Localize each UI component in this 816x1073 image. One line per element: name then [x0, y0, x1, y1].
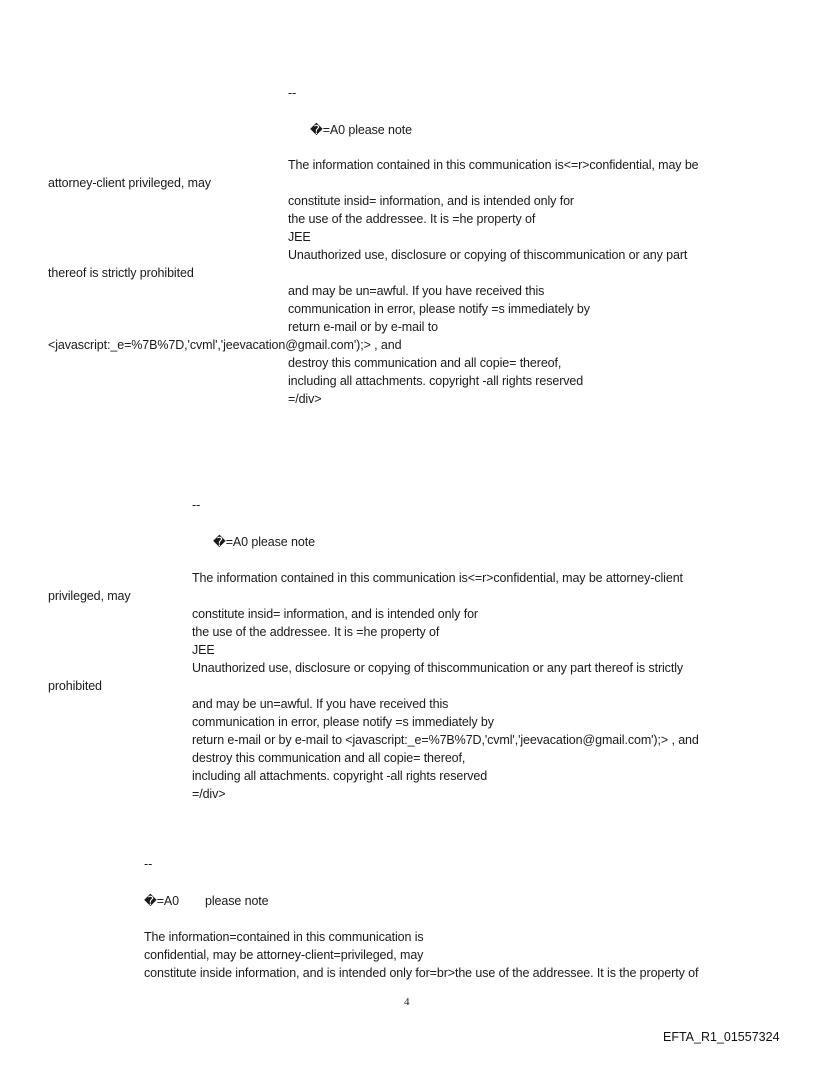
text-line: destroy this communication and all copie= thereof, [288, 356, 562, 370]
text-line: Unauthorized use, disclosure or copying of thiscommunication or any part [288, 248, 688, 262]
text-line: =/div> [192, 787, 226, 801]
text-line: including all attachments. copyright -all rights reserved [288, 374, 584, 388]
email-link-text: <javascript:_e=%7B%7D,'cvml','jeevacation@gmail.com');> , and [48, 338, 402, 352]
text-line-wrap: thereof is strictly prohibited [48, 266, 194, 280]
text-line: JEE [288, 230, 311, 244]
text-line: constitute inside information, and is intended only for=br>the use of the addressee. It is the property of [144, 966, 699, 980]
text-line: communication in error, please notify =s immediately by [192, 715, 494, 729]
text-line: =/div> [288, 392, 322, 406]
please-note-heading: �=A0 please note [310, 123, 412, 137]
text-line-wrap: privileged, may [48, 589, 131, 603]
text-line: destroy this communication and all copie= thereof, [192, 751, 466, 765]
text-line: The information contained in this communication is<=r>confidential, may be [288, 158, 699, 172]
please-note-heading: �=A0 please note [213, 535, 315, 549]
text-line: return e-mail or by e-mail to [288, 320, 438, 334]
text-line: Unauthorized use, disclosure or copying of thiscommunication or any part thereof is strictly [192, 661, 684, 675]
text-line: the use of the addressee. It is =he property of [288, 212, 536, 226]
text-line: constitute insid= information, and is intended only for [288, 194, 574, 208]
text-line: confidential, may be attorney-client=privileged, may [144, 948, 424, 962]
page-number: 4 [404, 996, 410, 1008]
text-line: The information=contained in this communication is [144, 930, 424, 944]
text-line: return e-mail or by e-mail to <javascript:_e=%7B%7D,'cvml','jeevacation@gmail.com');> , and [192, 733, 699, 747]
text-line: The information contained in this communication is<=r>confidential, may be attorney-client [192, 571, 683, 585]
text-line: including all attachments. copyright -all rights reserved [192, 769, 488, 783]
text-line: JEE [192, 643, 215, 657]
text-line: and may be un=awful. If you have received this [192, 697, 449, 711]
text-line: the use of the addressee. It is =he property of [192, 625, 440, 639]
text-line: and may be un=awful. If you have received this [288, 284, 545, 298]
text-line-wrap: attorney-client privileged, may [48, 176, 211, 190]
text-line-wrap: prohibited [48, 679, 102, 693]
text-line: constitute insid= information, and is intended only for [192, 607, 478, 621]
separator-dash: -- [288, 86, 297, 100]
separator-dash: -- [192, 498, 201, 512]
separator-dash: -- [144, 857, 153, 871]
please-note-prefix: �=A0 [144, 894, 180, 908]
document-id: EFTA_R1_01557324 [663, 1030, 780, 1044]
text-line: communication in error, please notify =s immediately by [288, 302, 590, 316]
please-note-heading: please note [205, 894, 269, 908]
